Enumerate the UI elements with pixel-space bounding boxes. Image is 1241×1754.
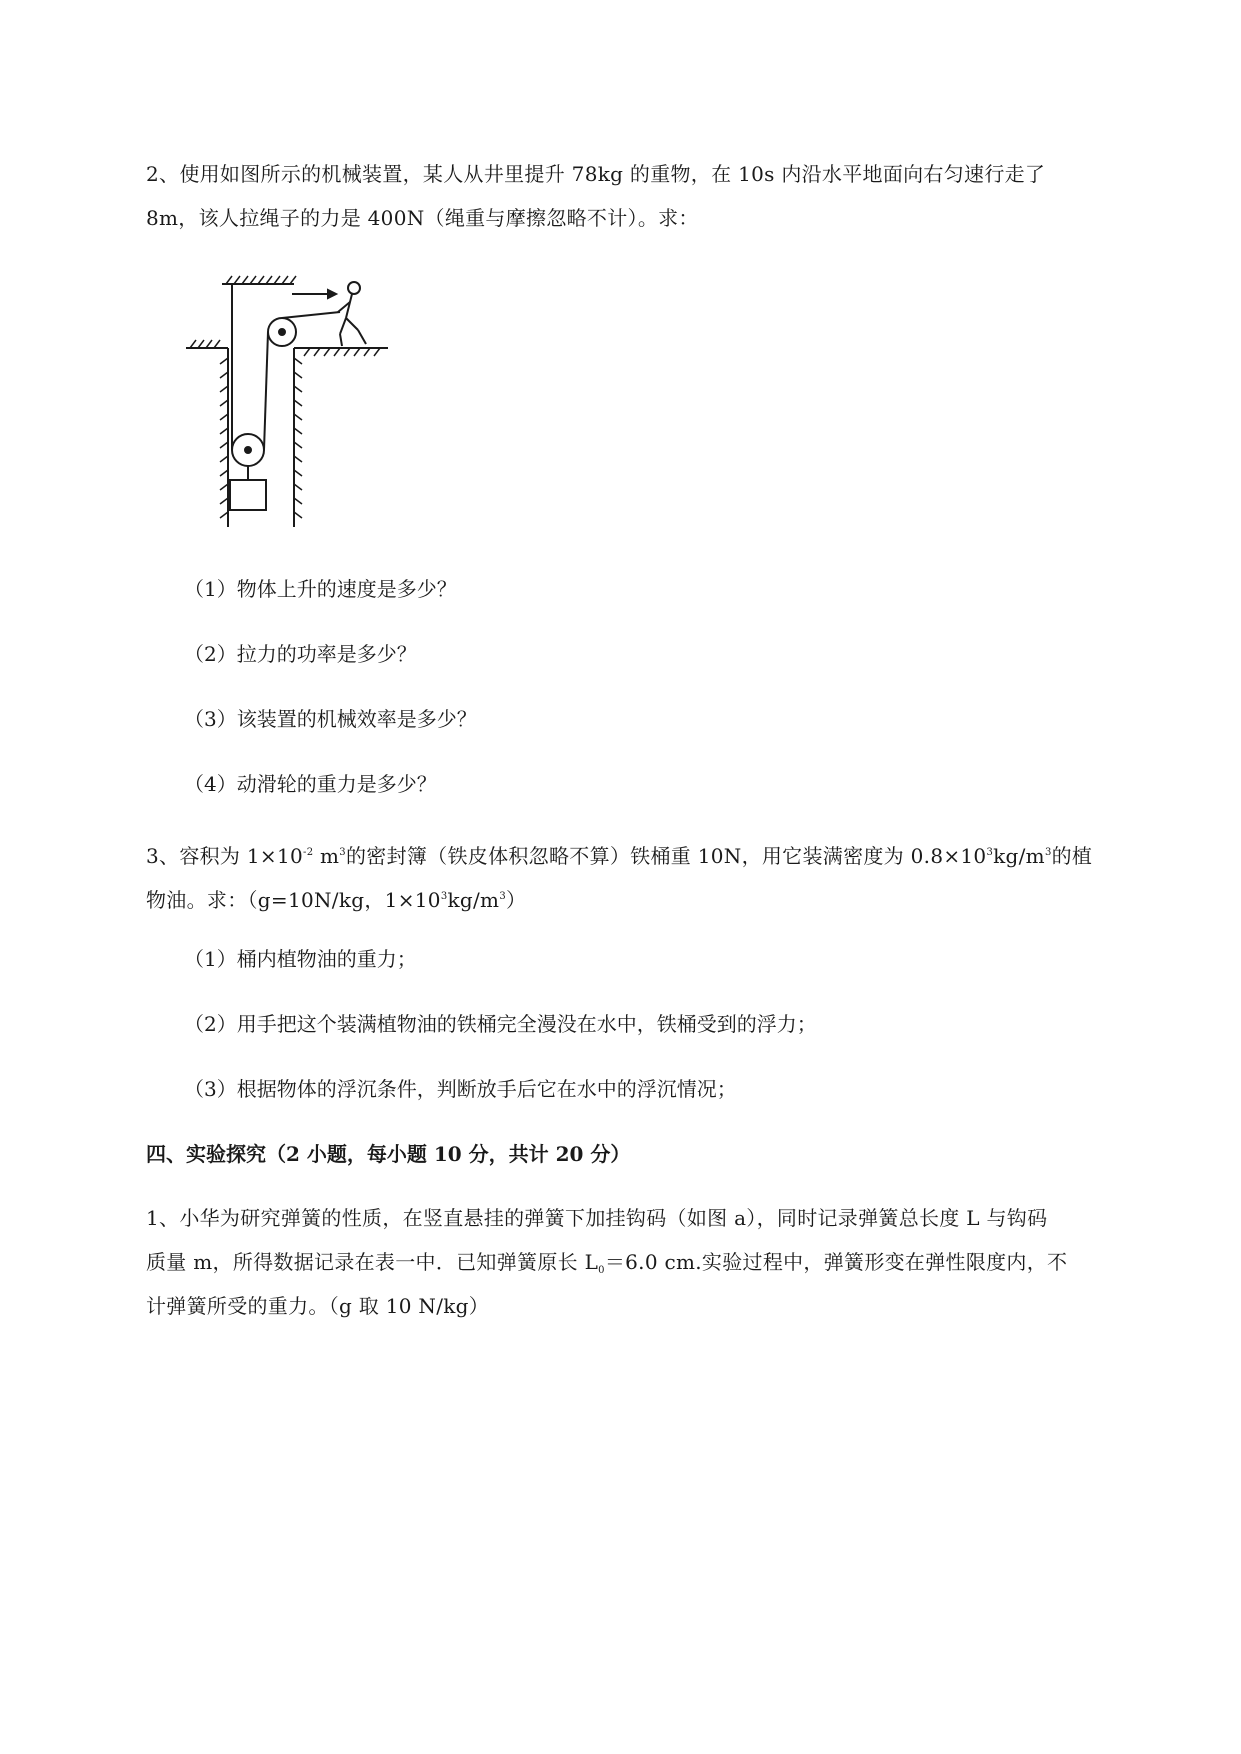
q3-l2a: 物油。求：（g=10N/kg，1×10 xyxy=(146,888,441,912)
q3-l1b-sup: 3 xyxy=(339,847,346,858)
q4-1-l2b: ＝6.0 cm.实验过程中，弹簧形变在弹性限度内，不 xyxy=(604,1250,1068,1274)
q3-l1b: m xyxy=(313,844,340,868)
q2-sub1: （1）物体上升的速度是多少？ xyxy=(184,577,457,601)
q3-l1a: 3、容积为 1×10 xyxy=(146,844,304,868)
q4-1-text xyxy=(146,1196,1156,1328)
q3-l1d: kg/m xyxy=(993,844,1045,868)
q3-l1e: 的植 xyxy=(1051,844,1093,868)
q2-sub2: （2）拉力的功率是多少？ xyxy=(184,642,417,666)
q3-sub3: （3）根据物体的浮沉条件，判断放手后它在水中的浮沉情况； xyxy=(184,1077,737,1101)
q2-sub4: （4）动滑轮的重力是多少？ xyxy=(184,772,437,796)
motion-arrow-head xyxy=(328,290,336,298)
rope-up xyxy=(264,332,268,450)
q4-1-l2a-sub: 0 xyxy=(598,1265,605,1276)
q2-text xyxy=(146,152,1156,240)
movable-pulley-axle xyxy=(245,447,251,453)
q3-l2a-sup: 3 xyxy=(440,891,448,902)
q3-l1c: 的密封簿（铁皮体积忽略不算）铁桶重 10N，用它装满密度为 0.8×10 xyxy=(345,844,987,868)
left-wall-hatch xyxy=(220,358,228,518)
q3-l2b-sup: 3 xyxy=(499,891,506,902)
q2-line1: 2、使用如图所示的机械装置，某人从井里提升 78kg 的重物，在 10s 内沿水平地面向右匀速行走了 xyxy=(146,162,1046,186)
q3-l1c-sup: 3 xyxy=(986,847,994,858)
right-wall-hatch xyxy=(294,358,302,518)
q3-l2c: ） xyxy=(505,888,527,912)
q4-1-line1: 1、小华为研究弹簧的性质，在竖直悬挂的弹簧下加挂钩码（如图 a），同时记录弹簧总长度 L 与钩码 xyxy=(146,1206,1048,1230)
q4-1-line3: 计弹簧所受的重力。（g 取 10 N/kg） xyxy=(146,1294,490,1318)
q3-l1a-sup: -2 xyxy=(303,847,314,858)
section-heading: 四、实验探究（2 小题，每小题 10 分，共计 20 分） xyxy=(146,1142,631,1166)
weight-block xyxy=(230,480,266,510)
ceiling-hatch xyxy=(226,276,296,284)
q4-1-l2a: 质量 m，所得数据记录在表一中．已知弹簧原长 L xyxy=(146,1250,599,1274)
q2-sub3: （3）该装置的机械效率是多少？ xyxy=(184,707,477,731)
pulley-well-figure xyxy=(182,272,412,542)
q3-l1d-sup: 3 xyxy=(1044,847,1052,858)
q2-line2: 8m，该人拉绳子的力是 400N（绳重与摩擦忽略不计）。求： xyxy=(146,206,699,230)
left-ground-hatch xyxy=(190,340,220,348)
q3-sub1: （1）桶内植物油的重力； xyxy=(184,947,417,971)
fixed-pulley-axle xyxy=(279,329,285,335)
q3-sub2: （2）用手把这个装满植物油的铁桶完全漫没在水中，铁桶受到的浮力； xyxy=(184,1012,817,1036)
q3-text xyxy=(146,834,1156,922)
right-ground-hatch xyxy=(304,348,380,356)
person-figure xyxy=(338,282,366,346)
q3-l2b: kg/m xyxy=(447,888,500,912)
rope-to-person xyxy=(282,312,340,318)
